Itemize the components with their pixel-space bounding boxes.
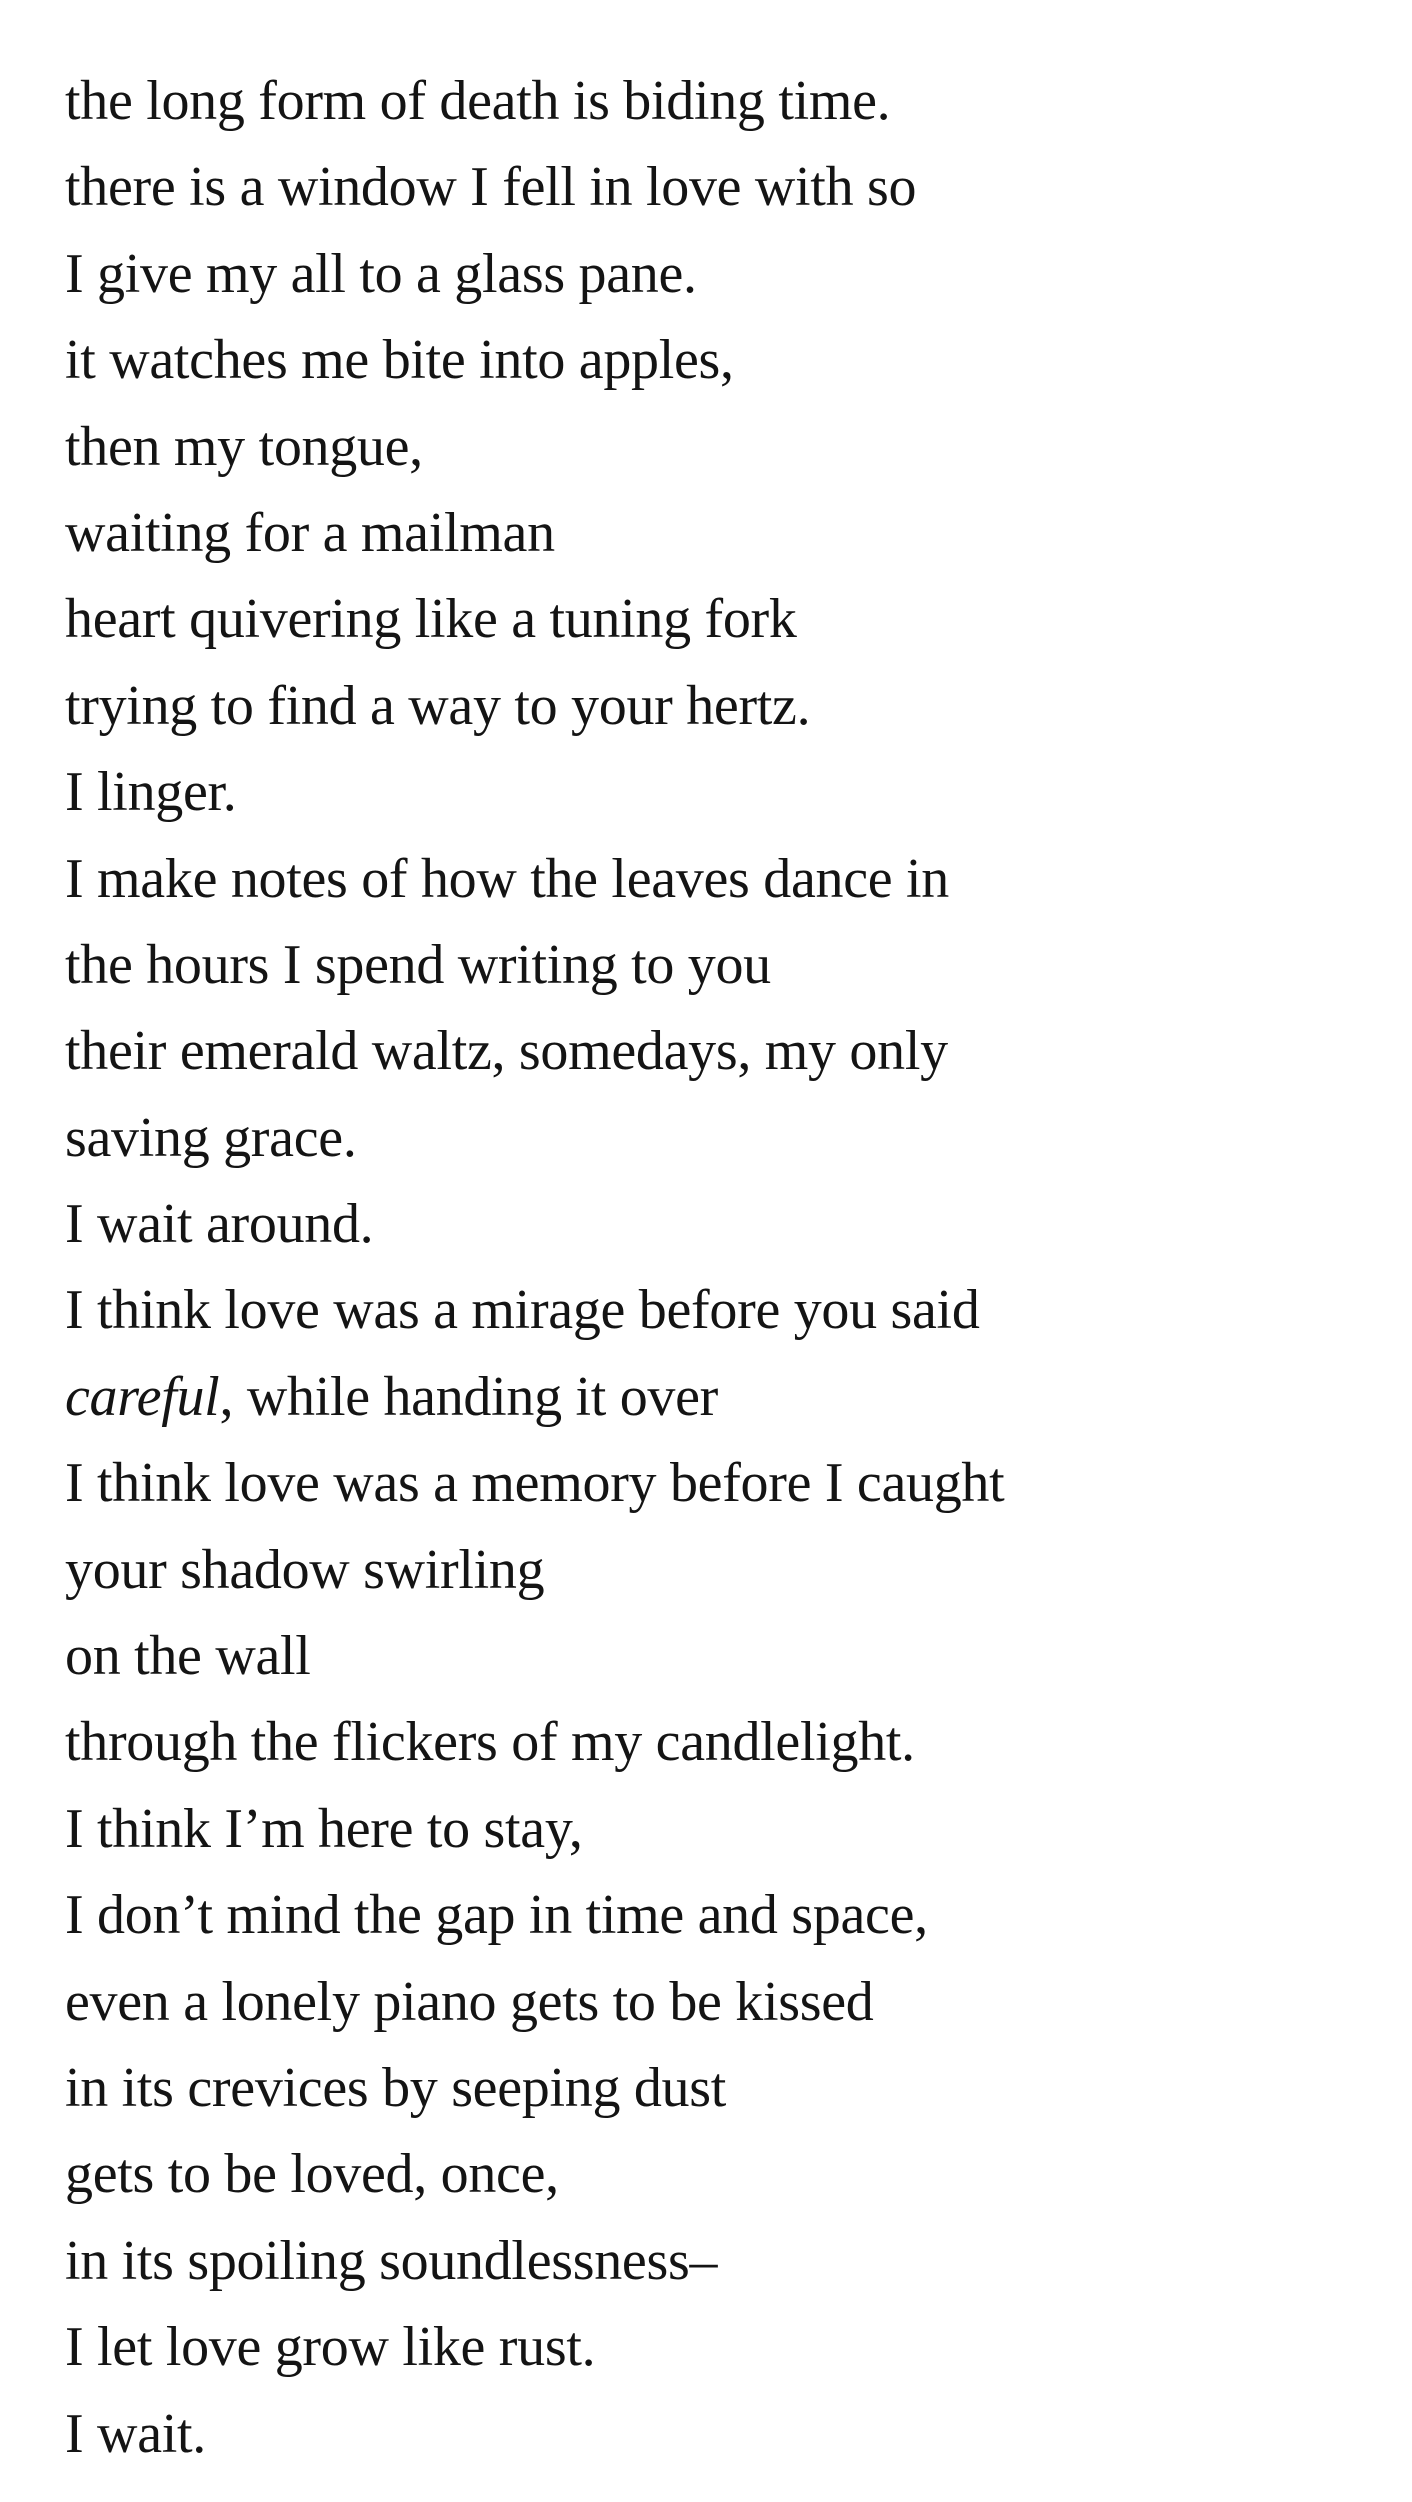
poem-line: their emerald waltz, somedays, my only	[65, 1020, 948, 1083]
poem-line: saving grace.	[65, 1106, 357, 1169]
poem-line: I think love was a memory before I caught	[65, 1452, 1005, 1515]
poem-line: waiting for a mailman	[65, 501, 555, 564]
poem-line: it watches me bite into apples,	[65, 329, 734, 392]
poem-line: your shadow swirling	[65, 1538, 545, 1601]
poem-line: in its spoiling soundlessness–	[65, 2229, 718, 2292]
poem-text	[65, 58, 1365, 2477]
poem-line: on the wall	[65, 1625, 311, 1688]
poem-line: I think I’m here to stay,	[65, 1797, 583, 1860]
poem-line: the long form of death is biding time.	[65, 70, 891, 132]
poem-line: I make notes of how the leaves dance in	[65, 847, 949, 910]
poem-line: I give my all to a glass pane.	[65, 242, 697, 305]
poem-line: I wait.	[65, 2402, 206, 2465]
poem-line: there is a window I fell in love with so	[65, 156, 917, 219]
poem-line: the hours I spend writing to you	[65, 933, 771, 996]
poem-line: trying to find a way to your hertz.	[65, 674, 811, 737]
poem-line-rest: , while handing it over	[219, 1365, 719, 1428]
poem-line: I don’t mind the gap in time and space,	[65, 1884, 928, 1947]
poem-line: I wait around.	[65, 1193, 374, 1256]
poem-line: even a lonely piano gets to be kissed	[65, 1970, 874, 2033]
poem-line-with-italic	[65, 1354, 1365, 1440]
poem-line: I let love grow like rust.	[65, 2316, 596, 2379]
poem-line: heart quivering like a tuning fork	[65, 588, 797, 651]
poem-line: then my tongue,	[65, 415, 423, 478]
poem-line: I think love was a mirage before you said	[65, 1279, 980, 1342]
poem-line: I linger.	[65, 761, 237, 824]
poem-line: in its crevices by seeping dust	[65, 2056, 727, 2119]
italic-word: careful	[65, 1365, 220, 1428]
poem-line: through the flickers of my candlelight.	[65, 1711, 915, 1774]
poem-line: gets to be loved, once,	[65, 2143, 559, 2206]
